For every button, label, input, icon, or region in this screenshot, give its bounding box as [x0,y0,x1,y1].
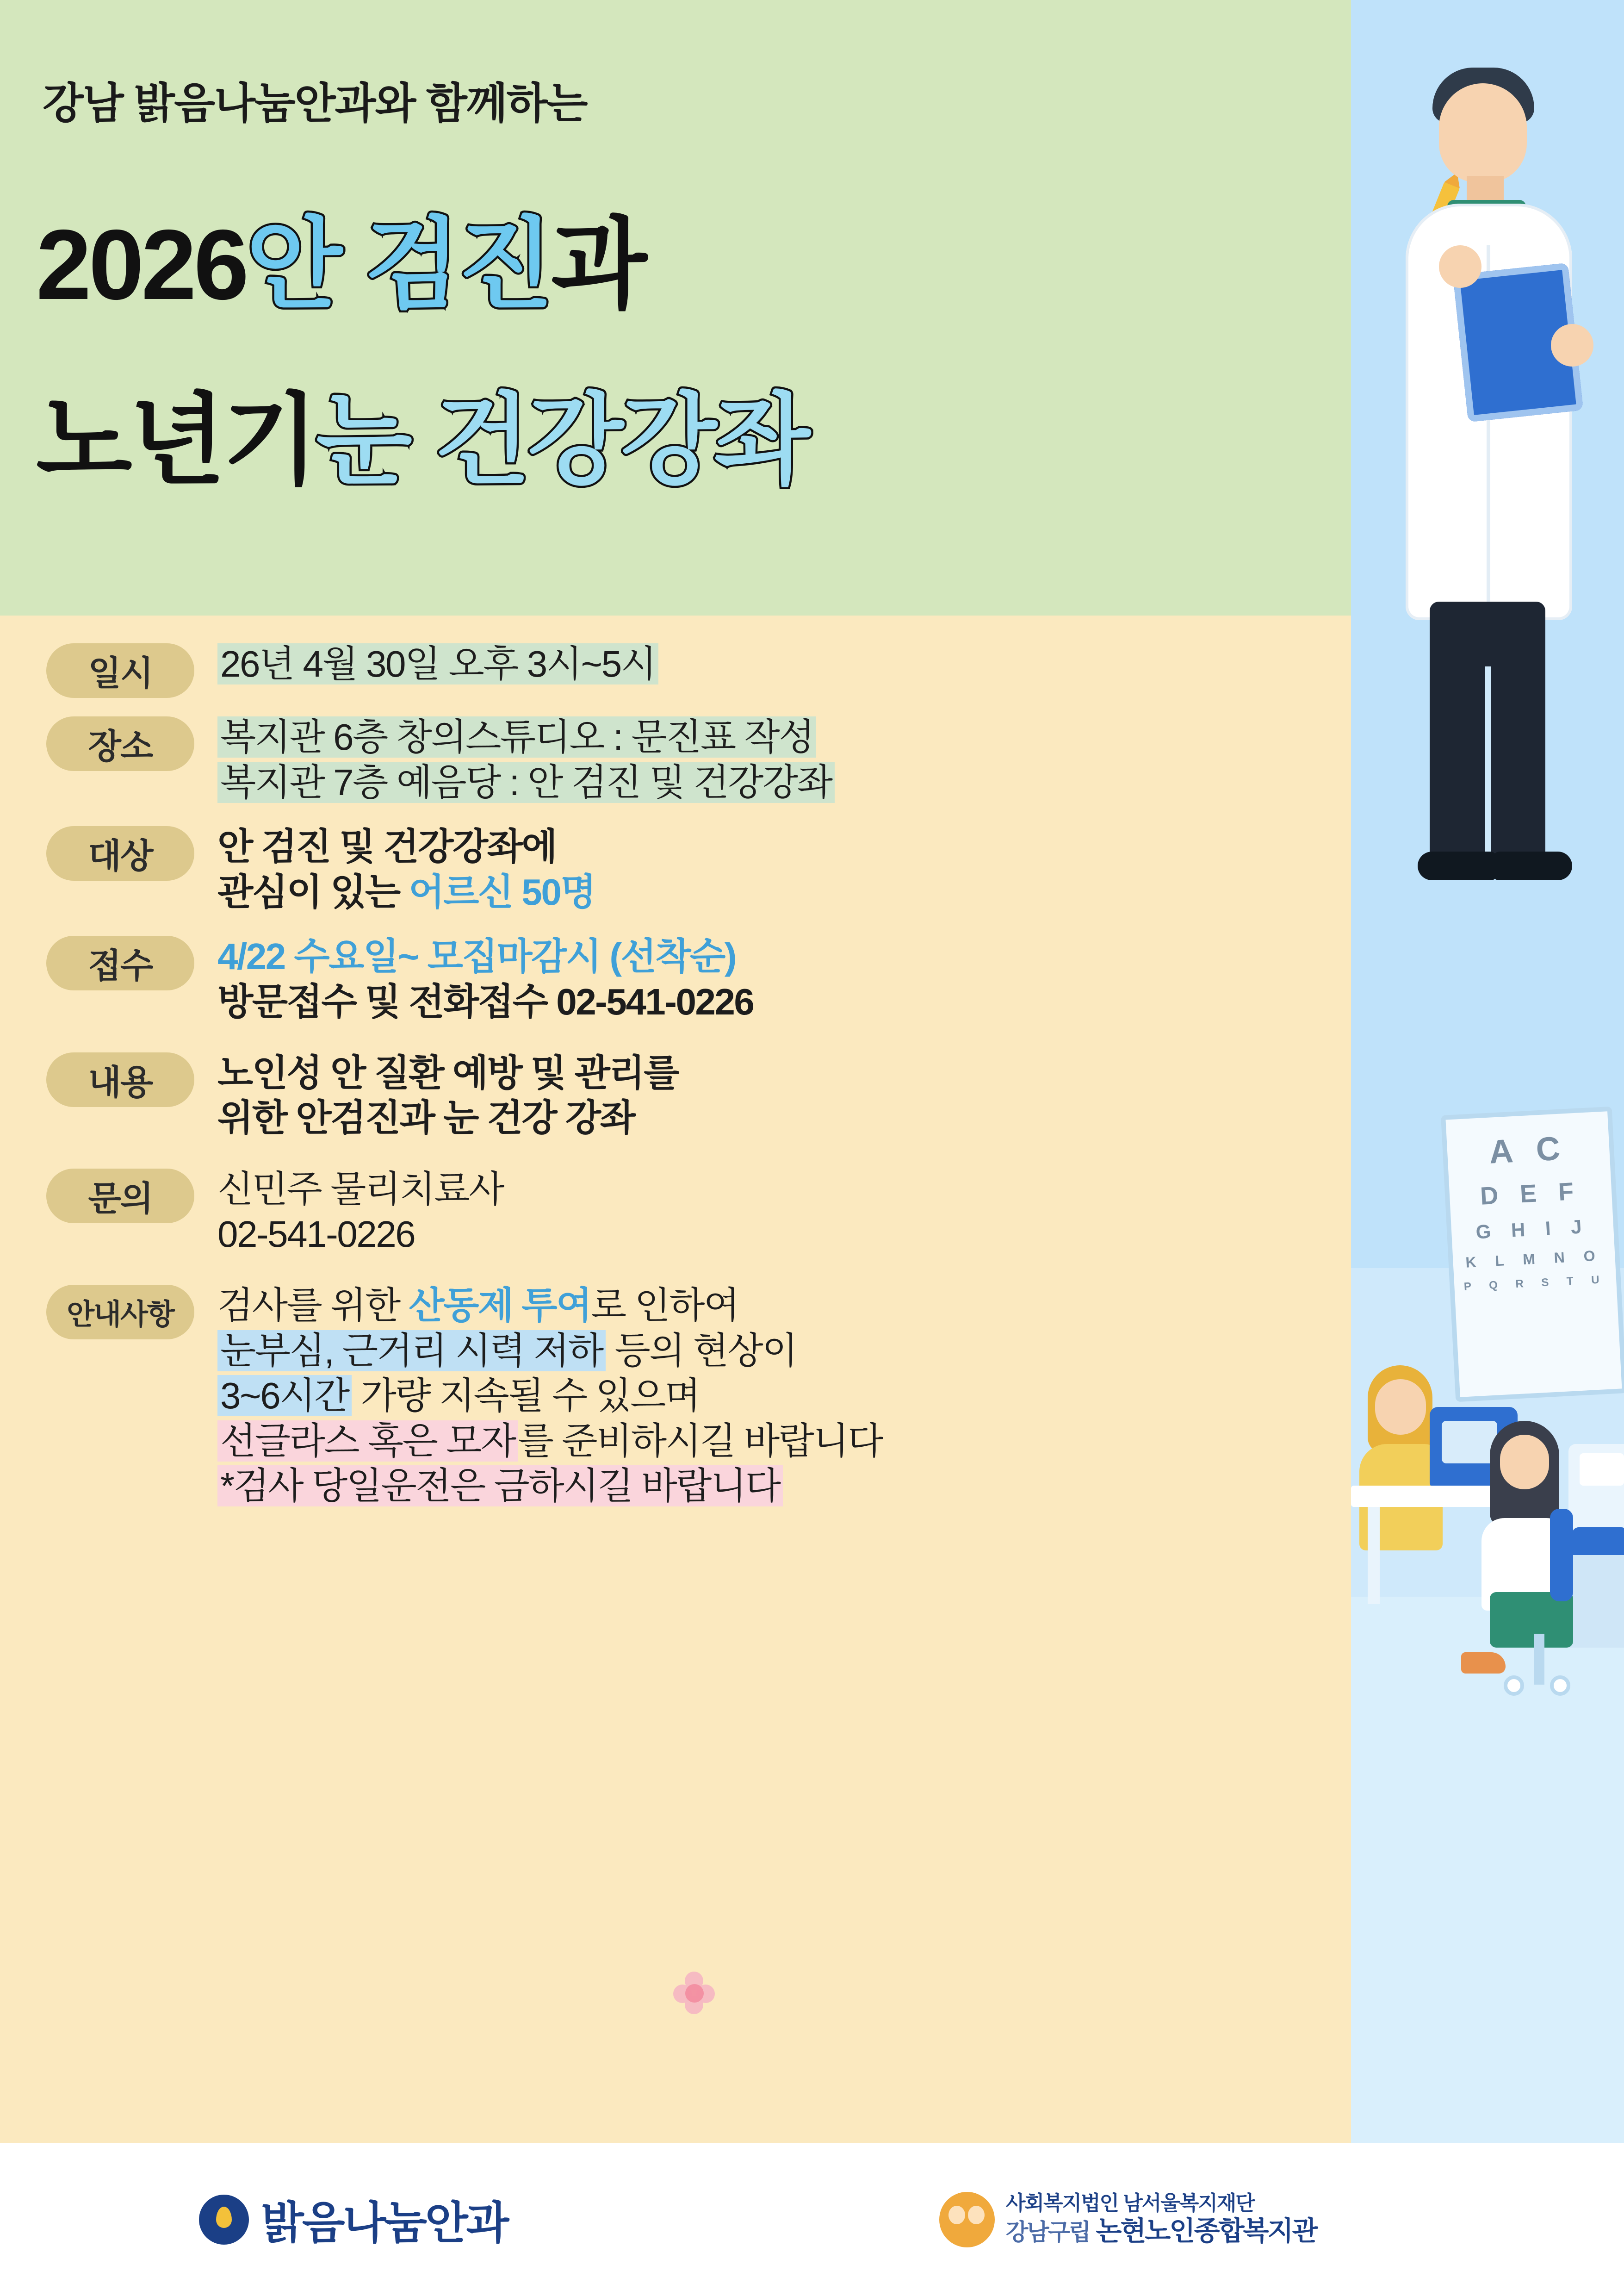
welfare-foundation-name: 사회복지법인 남서울복지재단 [1006,2192,1254,2215]
page-title-line-1 [36,185,645,328]
place-line-1: 복지관 6층 창의스튜디오 : 문진표 작성 [217,716,816,758]
row-value-place [194,714,1323,805]
info-rows [0,616,1351,1509]
datetime-text: 26년 4월 30일 오후 3시~5시 [217,643,658,684]
doctor-pants-split [1485,666,1491,861]
clinic-logo-text: 밝음나눔안과 [261,2198,508,2248]
eye-chart-row-5: P Q R S T U [1463,1273,1607,1293]
title-senior: 노년기 [36,385,316,496]
header-kicker: 강남 밝음나눔안과와 함께하는 [43,80,587,127]
eye-drop-icon [199,2195,249,2245]
patient-head [1375,1379,1426,1435]
page-title-line-2 [36,361,807,504]
title-and: 과 [551,209,645,320]
exam-desk-leg [1368,1507,1380,1604]
notice-1-a: 검사를 위한 [217,1284,409,1326]
nurse-face [1500,1435,1549,1489]
table-row [0,1050,1351,1141]
illustration-column [1351,0,1624,2143]
registration-period: 4/22 수요일~ 모집마감시 (선착순) [217,936,736,977]
clinic-scene-illustration [1351,1268,1624,1823]
office-chair-wheel-right [1550,1675,1570,1696]
contact-phone: 02-541-0226 [217,1213,415,1255]
flower-icon [673,1972,715,2013]
eye-exam-machine-screen [1442,1421,1497,1463]
row-value-registration [194,933,1323,1024]
table-row [0,823,1351,915]
row-value-contact [194,1166,1323,1257]
clinic-logo [199,2188,507,2251]
eye-chart-row-2: D E F [1479,1177,1582,1210]
row-label-place: 장소 [46,716,194,771]
footer [0,2143,1624,2296]
row-label-registration: 접수 [46,936,194,990]
target-line-2-a: 관심이 있는 [217,871,409,913]
title-lecture: 눈 건강강좌 [316,385,808,496]
doctor-shoe-left [1418,852,1496,880]
notice-no-driving: *검사 당일운전은 금하시길 바랍니다 [217,1465,783,1506]
office-chair-back [1550,1509,1573,1601]
place-line-2: 복지관 7층 예음당 : 안 검진 및 건강강좌 [217,762,835,803]
notice-symptoms: 눈부심, 근거리 시력 저하 [217,1330,606,1371]
senior-faces-icon [939,2192,995,2247]
table-row [0,1166,1351,1257]
row-label-contact: 문의 [46,1169,194,1223]
row-label-target: 대상 [46,826,194,881]
eye-chart-row-4: K L M N O [1465,1247,1603,1271]
doctor-illustration [1370,28,1610,935]
table-row [0,1282,1351,1509]
notice-mydriatic: 산동제 투여 [409,1284,591,1326]
welfare-district: 강남구립 [1006,2219,1090,2246]
doctor-hand-left [1439,245,1481,288]
welfare-center-name: 논현노인종합복지관 [1096,2216,1317,2246]
side-equipment-screen [1580,1453,1624,1486]
row-label-datetime: 일시 [46,643,194,698]
target-line-1: 안 검진 및 건강강좌에 [217,826,557,868]
row-value-notice [194,1282,1323,1509]
content-line-2: 위한 안검진과 눈 건강 강좌 [217,1097,635,1139]
notice-3-b: 가량 지속될 수 있으며 [351,1375,700,1417]
notice-1-c: 로 인하여 [591,1284,738,1326]
target-count: 어르신 50명 [409,871,595,913]
doctor-hand-right [1551,324,1593,367]
row-value-content [194,1050,1323,1141]
registration-method: 방문접수 및 전화접수 02-541-0226 [217,981,754,1022]
row-value-datetime [194,641,1323,687]
content-line-1: 노인성 안 질환 예방 및 관리를 [217,1052,678,1094]
table-row [0,714,1351,805]
welfare-center-texts [1006,2191,1317,2247]
table-row [0,641,1351,698]
eye-chart-row-3: G H I J [1475,1215,1590,1243]
contact-person: 신민주 물리치료사 [217,1168,503,1210]
row-label-notice: 안내사항 [46,1285,194,1339]
notice-bring-items: 선글라스 혹은 모자 [217,1420,518,1462]
eye-chart-row-1: A C [1488,1129,1568,1171]
notice-4-b: 를 준비하시길 바랍니다 [518,1420,882,1462]
row-label-content: 내용 [46,1052,194,1107]
doctor-shoe-right [1494,852,1572,880]
notice-duration: 3~6시간 [217,1375,352,1416]
title-exam: 안 검진 [246,209,552,320]
office-chair-wheel-left [1504,1675,1524,1696]
doctor-head [1439,83,1527,183]
title-year: 2026 [36,209,247,320]
office-chair-pole [1534,1634,1544,1685]
welfare-center-logo [939,2191,1317,2247]
table-row [0,933,1351,1024]
notice-2-b: 등의 현상이 [605,1330,797,1371]
nurse-shoe [1461,1652,1506,1674]
row-value-target [194,823,1323,915]
